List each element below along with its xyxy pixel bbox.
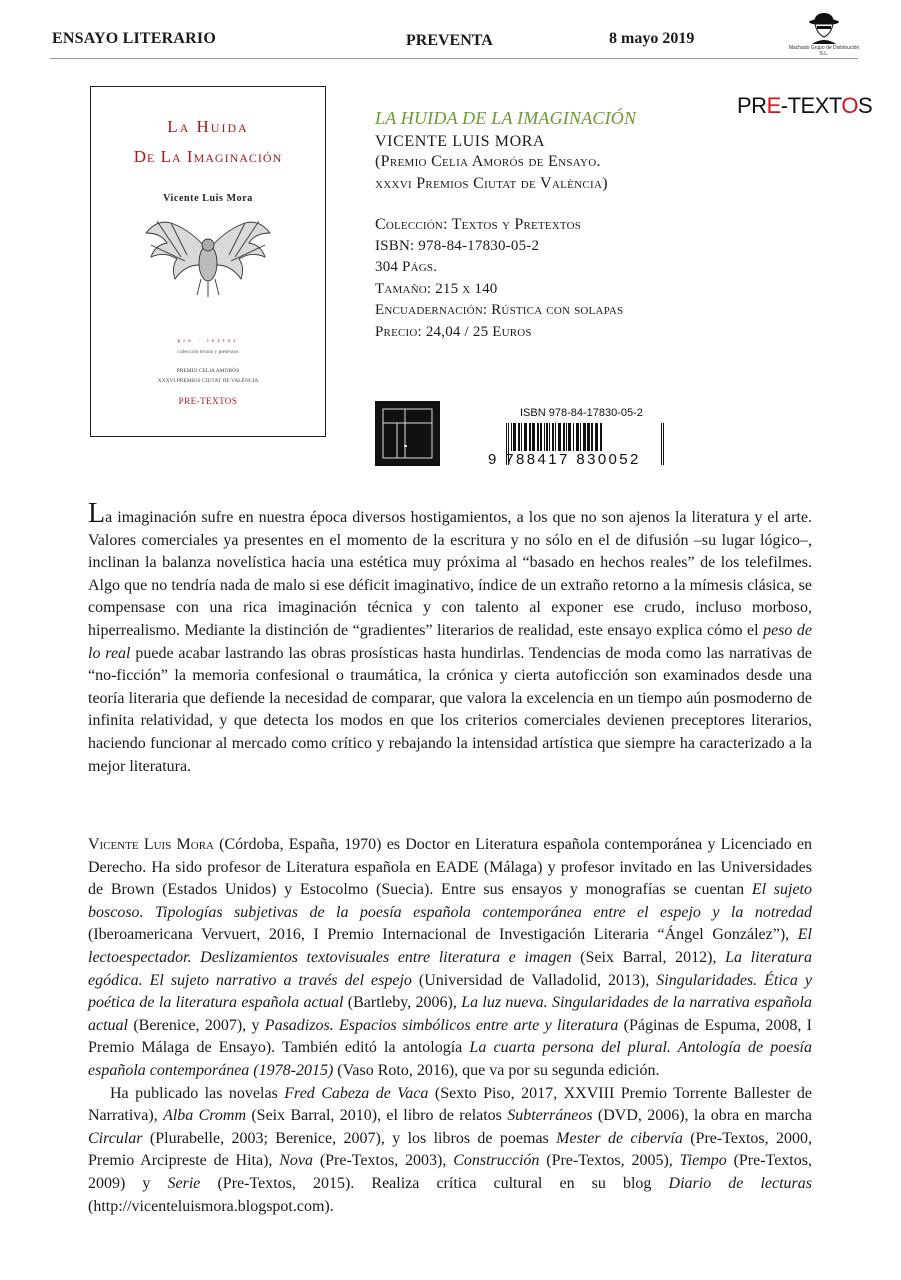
book-size: Tamaño: 215 x 140 (375, 280, 498, 297)
book-synopsis: La imaginación sufre en nuestra época diversos hostigamientos, a los que no son ajenos la literatura y el arte. Valores comerciales ya presentes en el momento de la escritura y no sólo en el de difusión –su lugar lógico–, inclinan la balanza novelística hacia una estética muy próxima al “basado en hechos reales” de los telefilmes. Algo que no tendría nada de malo si ese déficit imaginativo, índice de un extraño retorno a la mímesis clásica, se compensase con una rica imaginación técnica y con talento al exponer ese crudo, incluso morboso, hiperrealismo. Mediante la distinción de “gradientes” literarios de realidad, este ensayo explica cómo el peso de lo real puede acabar lastrando las obras prosísticas hasta hundirlas. Tendencias de moda como las narrativas de “no-ficción” la memoria confesional o traumática, la crónica y cierta autoficción son examinados desde una teoría literaria que defiende la necesidad de comparar, que valora la excelencia en un tiempo aún posmoderno de infinita relatividad, y que detecta los modos en que los criterios comerciales devienen preceptores literarios, haciendo funcionar al mercado como crítico y rebajando la intensidad artística que siempre ha caracterizado a la mejor literatura. (88, 498, 813, 775)
cover-prize-line2: XXXVI PREMIOS CIUTAT DE VALÈNCIA (157, 378, 259, 384)
cover-series-mark: pre · textos (177, 338, 239, 344)
isbn-barcode (486, 403, 668, 467)
barcode-digits: 9 788417 830052 (488, 451, 641, 468)
pretextos-mark-icon (375, 401, 440, 466)
section-label: ENSAYO LITERARIO (52, 30, 216, 47)
hat-man-icon (784, 10, 864, 44)
header-divider (50, 58, 858, 59)
publisher-logo: PRE-TEXTOS (737, 93, 873, 118)
cover-title-line2: De La Imaginación (133, 147, 283, 166)
author-bio (88, 834, 812, 1218)
distributor-caption: Machado Grupo de Distribución S.L. (788, 45, 860, 57)
book-info (375, 108, 705, 343)
pretextos-square-logo (375, 401, 440, 466)
page-header (0, 0, 901, 60)
cover-publisher: PRE-TEXTOS (178, 396, 238, 406)
book-isbn: ISBN: 978-84-17830-05-2 (375, 237, 540, 254)
book-binding: Encuadernación: Rústica con solapas (375, 302, 624, 318)
book-prize-line2: xxxvi Premios Ciutat de València) (375, 175, 608, 192)
book-cover (90, 86, 326, 437)
book-price: Precio: 24,04 / 25 Euros (375, 323, 532, 340)
book-author: VICENTE LUIS MORA (375, 133, 546, 150)
book-title: LA HUIDA DE LA IMAGINACIÓN (375, 108, 637, 128)
winged-creature-illustration-icon (143, 217, 273, 299)
book-collection: Colección: Textos y Pretextos (375, 216, 582, 233)
distributor-logo (784, 10, 864, 57)
barcode-isbn-label: ISBN 978-84-17830-05-2 (520, 407, 643, 419)
cover-author: Vicente Luis Mora (163, 193, 253, 204)
cover-prize-line1: PREMIO CELIA AMORÓS (176, 368, 240, 374)
book-prize-line1: (Premio Celia Amorós de Ensayo. (375, 153, 601, 170)
cover-series-subtitle: colección textos y pretextos (177, 349, 239, 355)
release-date: 8 mayo 2019 (609, 30, 695, 47)
bio-paragraph-1: Vicente Luis Mora (Córdoba, España, 1970) es Doctor en Literatura española contemporánea y Licenciado en Derecho. Ha sido profesor de Literatura española en EADE (Málaga) y profesor invitado en las Universidades de Brown (Estados Unidos) y Estocolmo (Suecia). Entre sus ensayos y monografías se cuentan El sujeto boscoso. Tipologías subjetivas de la poesía española contemporánea entre el espejo y la notredad (Iberoamericana Vervuert, 2016, I Premio Internacional de Investigación Literaria “Ángel González”), El lectoespectador. Deslizamientos textovisuales entre literatura e imagen (Seix Barral, 2012), La literatura egódica. El sujeto narrativo a través del espejo (Universidad de Valladolid, 2013), Singularidades. Ética y poética de la literatura española actual (Bartleby, 2006), La luz nueva. Singularidades de la narrativa española actual (Berenice, 2007), y Pasadizos. Espacios simbólicos entre arte y literatura (Páginas de Espuma, 2008, I Premio Málaga de Ensayo). También editó la antología La cuarta persona del plural. Antología de poesía española contemporánea (1978-2015) (Vaso Roto, 2016), que va por su segunda edición. (88, 836, 813, 1079)
book-metadata (375, 214, 705, 343)
presale-label: PREVENTA (406, 32, 493, 49)
bio-author-name: Vicente Luis Mora (88, 836, 214, 853)
cover-title-line1: La Huida (167, 117, 249, 136)
book-pages: 304 Págs. (375, 259, 438, 275)
drop-cap: L (88, 498, 106, 529)
bio-paragraph-2: Ha publicado las novelas Fred Cabeza de Vaca (Sexto Piso, 2017, XXVIII Premio Torrente Ballester de Narrativa), Alba Cromm (Seix Barral, 2010), el libro de relatos Subterráneos (DVD, 2006), la obra en marcha Circular (Plurabelle, 2003; Berenice, 2007), y los libros de poemas Mester de cibervía (Pre-Textos, 2000, Premio Arcipreste de Hita), Nova (Pre-Textos, 2003), Construcción (Pre-Textos, 2005), Tiempo (Pre-Textos, 2009) y Serie (Pre-Textos, 2015). Realiza crítica cultural en su blog Diario de lecturas (http://vicenteluismora.blogspot.com). (88, 1084, 813, 1215)
